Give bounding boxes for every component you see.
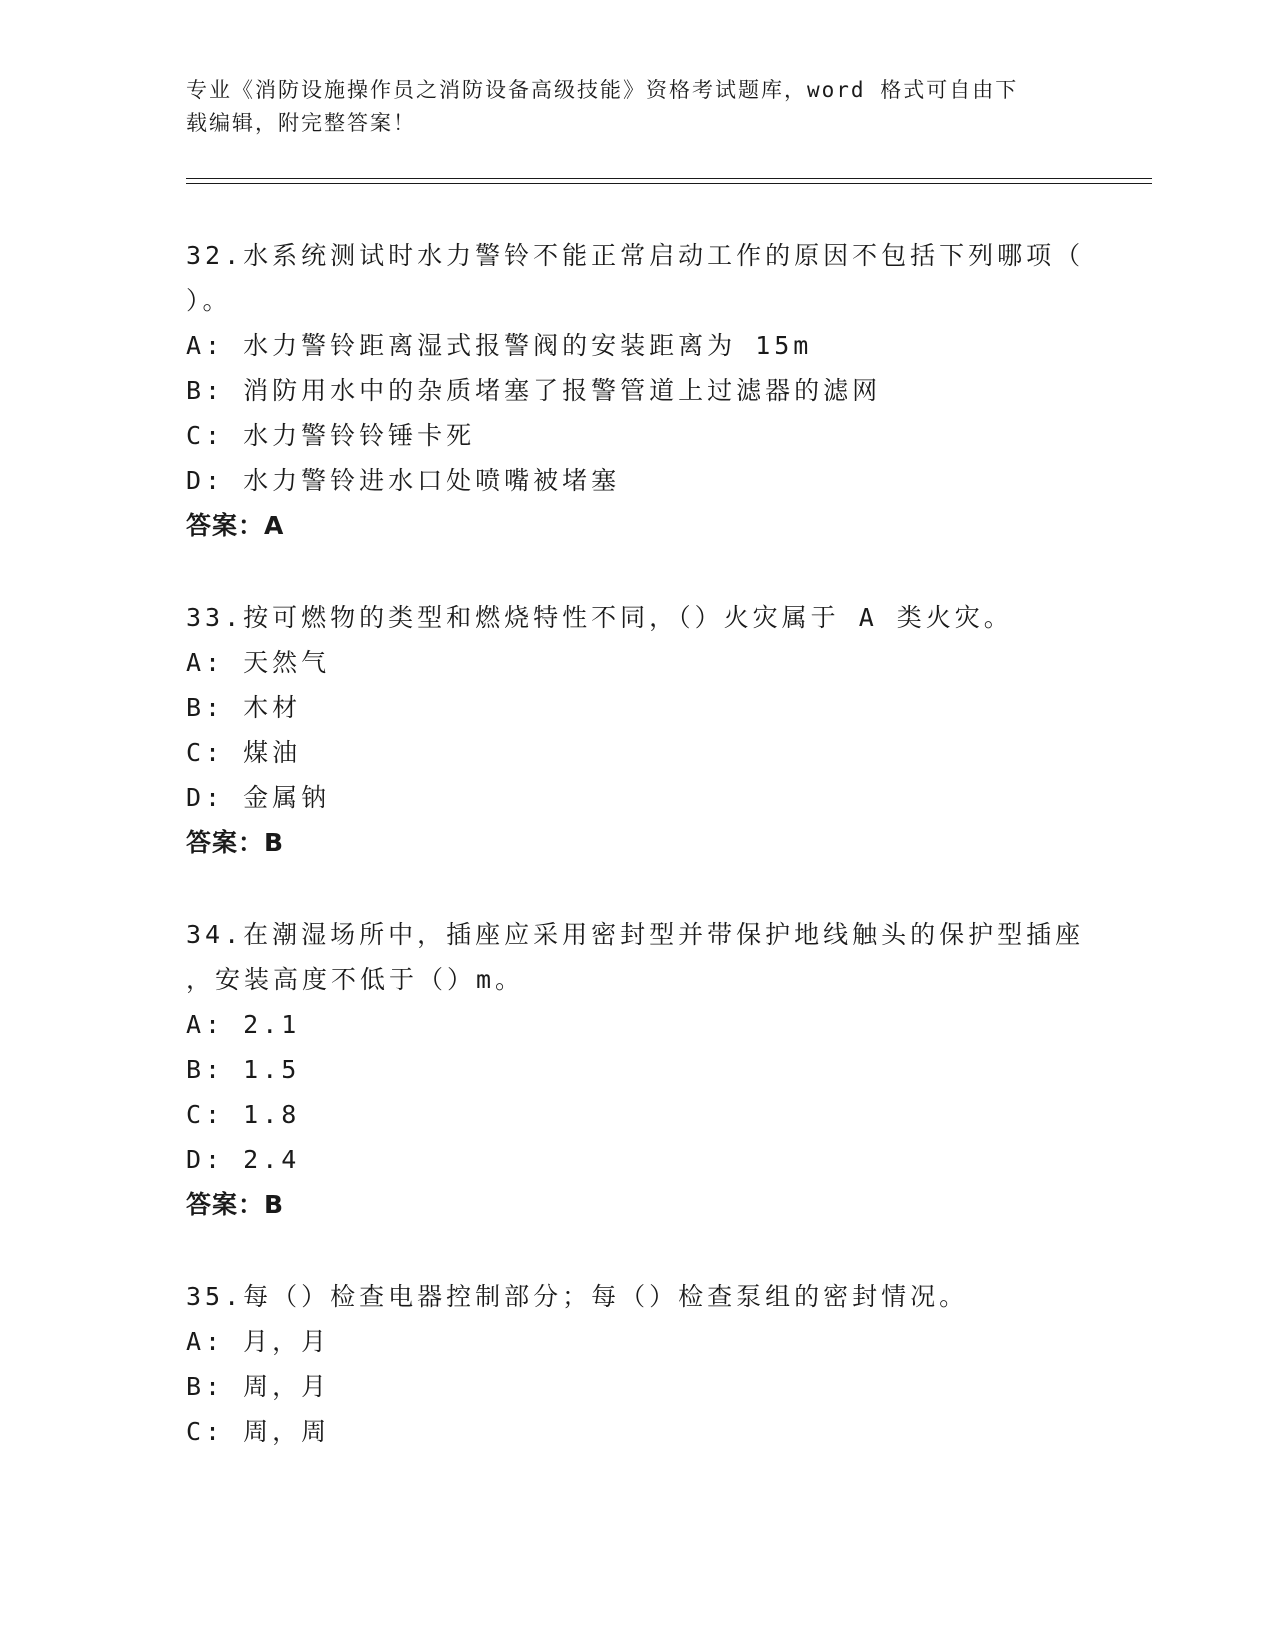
question-stem-continued: ，安装高度不低于（）m。: [186, 965, 525, 994]
option-c: C: 煤油: [186, 738, 302, 767]
question-34: [186, 912, 1086, 1227]
answer: 答案：A: [186, 511, 285, 540]
answer: 答案：B: [186, 1190, 285, 1219]
option-a: A: 月，月: [186, 1327, 331, 1356]
header-line-1: 专业《消防设施操作员之消防设备高级技能》资格考试题库，word 格式可自由下: [186, 78, 1019, 102]
question-35: [186, 1274, 1086, 1454]
question-stem: 34.在潮湿场所中，插座应采用密封型并带保护地线触头的保护型插座: [186, 920, 1085, 949]
question-32: [186, 233, 1086, 548]
option-b: B: 消防用水中的杂质堵塞了报警管道上过滤器的滤网: [186, 376, 882, 405]
option-a: A: 2.1: [186, 1010, 301, 1039]
document-header: [186, 74, 1066, 140]
question-stem-continued: ）。: [186, 286, 232, 315]
option-b: B: 1.5: [186, 1055, 301, 1084]
header-line-2: 载编辑，附完整答案！: [186, 111, 416, 135]
option-c: C: 周，周: [186, 1417, 331, 1446]
option-d: D: 水力警铃进水口处喷嘴被堵塞: [186, 466, 621, 495]
option-c: C: 水力警铃铃锤卡死: [186, 421, 476, 450]
question-stem: 32.水系统测试时水力警铃不能正常启动工作的原因不包括下列哪项（: [186, 241, 1085, 270]
option-d: D: 2.4: [186, 1145, 301, 1174]
question-stem: 35.每（）检查电器控制部分；每（）检查泵组的密封情况。: [186, 1282, 969, 1311]
answer: 答案：B: [186, 828, 285, 857]
question-33: [186, 595, 1086, 865]
question-list: [186, 233, 1086, 1501]
option-b: B: 周，月: [186, 1372, 331, 1401]
question-stem: 33.按可燃物的类型和燃烧特性不同，（）火灾属于 A 类火灾。: [186, 603, 1013, 632]
option-a: A: 水力警铃距离湿式报警阀的安装距离为 15m: [186, 331, 813, 360]
option-c: C: 1.8: [186, 1100, 301, 1129]
option-a: A: 天然气: [186, 648, 331, 677]
option-b: B: 木材: [186, 693, 302, 722]
option-d: D: 金属钠: [186, 783, 331, 812]
header-divider-bottom: [186, 183, 1152, 184]
header-divider-top: [186, 178, 1152, 179]
